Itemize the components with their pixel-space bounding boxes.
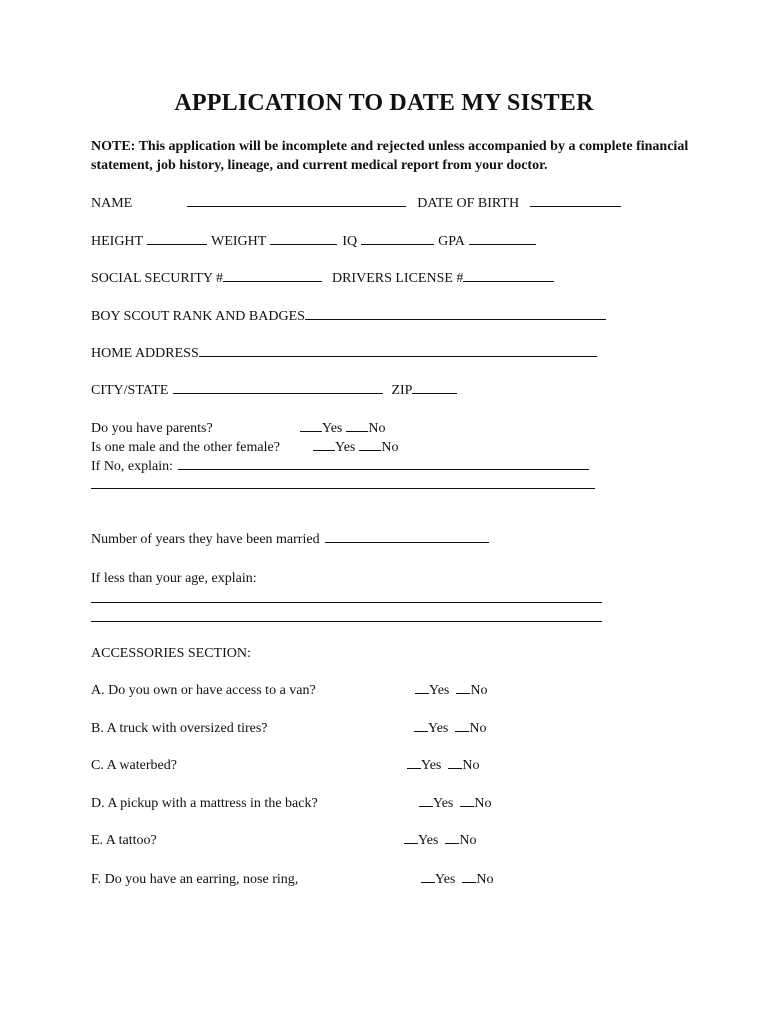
married-question: Number of years they have been married [91, 532, 320, 547]
explain-label: If No, explain: [91, 459, 174, 474]
less-explain-field-1[interactable] [91, 590, 602, 603]
parents-no-blank[interactable] [346, 419, 368, 432]
gender-no-label: No [381, 440, 399, 455]
license-field[interactable] [463, 269, 554, 282]
accessory-question-c: C. A waterbed? [91, 758, 177, 773]
less-explain-row-1 [91, 590, 602, 609]
yes-label: Yes [435, 872, 456, 887]
yes-label: Yes [433, 796, 454, 811]
accessory-yes-no-b [414, 719, 487, 738]
ssn-field[interactable] [223, 269, 322, 282]
city-zip-row [91, 381, 457, 400]
license-label: DRIVERS LICENSE # [331, 271, 464, 286]
gender-yes-no [313, 438, 399, 457]
parents-question: Do you have parents? [91, 421, 213, 436]
no-label: No [459, 833, 477, 848]
accessory-d-no-blank[interactable] [460, 794, 474, 807]
gender-yes-blank[interactable] [313, 438, 335, 451]
id-row [91, 269, 554, 288]
explain-field-2[interactable] [91, 476, 595, 489]
height-field[interactable] [147, 232, 207, 245]
parents-yes-no [300, 419, 386, 438]
no-label: No [470, 683, 488, 698]
accessory-yes-no-a [415, 681, 488, 700]
iq-field[interactable] [361, 232, 434, 245]
dob-field[interactable] [530, 194, 621, 207]
accessory-e-yes-blank[interactable] [404, 831, 418, 844]
address-label: HOME ADDRESS [91, 346, 199, 361]
note-text: NOTE: This application will be incomplete and rejected unless accompanied by a complete financial statement, job history, lineage, and current medical report from your doctor. [91, 139, 689, 173]
explain-row-2 [91, 476, 595, 495]
accessory-e-no-blank[interactable] [445, 831, 459, 844]
gender-no-blank[interactable] [359, 438, 381, 451]
yes-label: Yes [421, 758, 442, 773]
less-explain-field-2[interactable] [91, 609, 602, 622]
accessory-d-yes-blank[interactable] [419, 794, 433, 807]
weight-label: WEIGHT [211, 234, 267, 249]
accessory-b-no-blank[interactable] [455, 719, 469, 732]
city-label: CITY/STATE [91, 383, 169, 398]
explain-row [91, 457, 589, 476]
accessory-yes-no-d [419, 794, 492, 813]
no-label: No [476, 872, 494, 887]
stats-row [91, 232, 536, 251]
accessory-question-a: A. Do you own or have access to a van? [91, 683, 316, 698]
accessory-question-b: B. A truck with oversized tires? [91, 721, 268, 736]
accessories-heading: ACCESSORIES SECTION: [91, 646, 251, 661]
accessory-f-no-blank[interactable] [462, 870, 476, 883]
accessory-question-d: D. A pickup with a mattress in the back? [91, 796, 318, 811]
gender-question: Is one male and the other female? [91, 440, 280, 455]
less-explain-row-2 [91, 609, 602, 628]
accessory-yes-no-e [404, 831, 477, 850]
name-dob-row [91, 194, 621, 213]
scout-row [91, 307, 606, 326]
yes-label: Yes [429, 683, 450, 698]
no-label: No [474, 796, 492, 811]
parents-no-label: No [368, 421, 386, 436]
married-field[interactable] [325, 530, 489, 543]
no-label: No [462, 758, 480, 773]
accessory-a-no-blank[interactable] [456, 681, 470, 694]
city-field[interactable] [173, 381, 383, 394]
dob-label: DATE OF BIRTH [417, 196, 520, 211]
accessory-yes-no-f [421, 870, 494, 889]
accessory-a-yes-blank[interactable] [415, 681, 429, 694]
accessory-c-no-blank[interactable] [448, 756, 462, 769]
yes-label: Yes [428, 721, 449, 736]
page-title: APPLICATION TO DATE MY SISTER [174, 90, 594, 116]
accessory-yes-no-c [407, 756, 480, 775]
accessory-question-f: F. Do you have an earring, nose ring, [91, 872, 299, 887]
ssn-label: SOCIAL SECURITY # [91, 271, 223, 286]
accessory-f-yes-blank[interactable] [421, 870, 435, 883]
married-row [91, 530, 489, 549]
gpa-field[interactable] [469, 232, 536, 245]
zip-label: ZIP [391, 383, 413, 398]
accessory-question-e: E. A tattoo? [91, 833, 157, 848]
name-field[interactable] [187, 194, 406, 207]
parents-yes-blank[interactable] [300, 419, 322, 432]
weight-field[interactable] [270, 232, 337, 245]
less-than-age-label: If less than your age, explain: [91, 571, 257, 586]
iq-label: IQ [342, 234, 358, 249]
accessory-c-yes-blank[interactable] [407, 756, 421, 769]
explain-field[interactable] [178, 457, 589, 470]
address-field[interactable] [199, 344, 597, 357]
scout-field[interactable] [305, 307, 606, 320]
height-label: HEIGHT [91, 234, 144, 249]
scout-label: BOY SCOUT RANK AND BADGES [91, 309, 305, 324]
parents-yes-label: Yes [322, 421, 343, 436]
zip-field[interactable] [412, 381, 457, 394]
yes-label: Yes [418, 833, 439, 848]
gender-yes-label: Yes [335, 440, 356, 455]
no-label: No [469, 721, 487, 736]
gpa-label: GPA [438, 234, 465, 249]
name-label: NAME [91, 196, 133, 211]
address-row [91, 344, 597, 363]
accessory-b-yes-blank[interactable] [414, 719, 428, 732]
